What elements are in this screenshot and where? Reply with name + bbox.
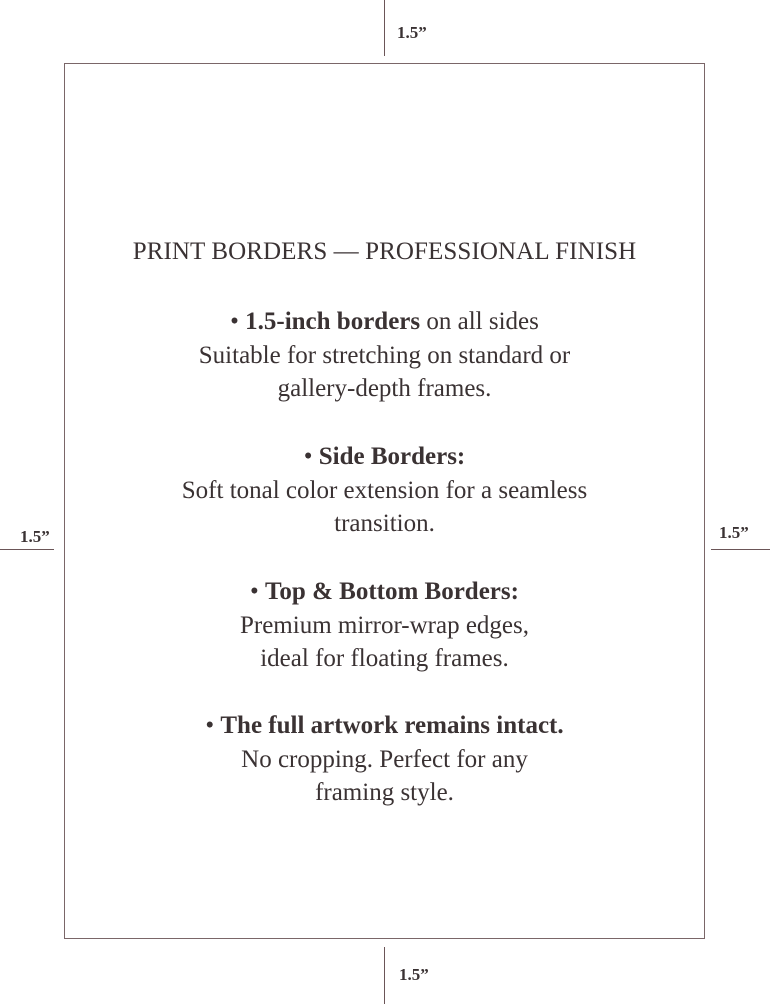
- page-title: PRINT BORDERS — PROFESSIONAL FINISH: [132, 238, 637, 265]
- top-measurement-label: 1.5”: [397, 23, 427, 42]
- print-frame: [64, 63, 705, 939]
- section-line: gallery-depth frames.: [277, 375, 492, 402]
- left-measurement-label: 1.5”: [20, 527, 50, 546]
- section-line: Soft tonal color extension for a seamless: [181, 476, 588, 504]
- section-side-borders: [65, 440, 704, 541]
- section-heading: • The full artwork remains intact.: [205, 712, 564, 739]
- section-line: transition.: [334, 510, 435, 537]
- section-line: Suitable for stretching on standard or: [198, 341, 571, 369]
- section-line: framing style.: [315, 779, 454, 806]
- bottom-dimension-line: [384, 947, 385, 1004]
- section-heading-bold: 1.5-inch borders: [245, 308, 421, 335]
- section-artwork-intact: [65, 709, 704, 810]
- section-heading: • Top & Bottom Borders:: [250, 578, 519, 605]
- right-dimension-line: [711, 549, 770, 550]
- section-top-bottom-borders: [65, 575, 704, 676]
- section-heading: • 1.5-inch borders on all sides: [230, 308, 539, 335]
- section-line: ideal for floating frames.: [260, 645, 509, 672]
- section-heading-bold: The full artwork remains intact.: [220, 712, 564, 739]
- section-heading: • Side Borders:: [303, 443, 466, 470]
- section-line: Premium mirror-wrap edges,: [239, 611, 529, 639]
- bottom-measurement-label: 1.5”: [399, 965, 429, 984]
- left-dimension-line: [0, 549, 54, 550]
- section-line: No cropping. Perfect for any: [241, 745, 528, 773]
- section-heading-bold: Side Borders:: [318, 443, 466, 470]
- right-measurement-label: 1.5”: [719, 523, 749, 542]
- section-heading-bold: Top & Bottom Borders:: [265, 578, 519, 605]
- section-borders: [65, 305, 704, 406]
- top-dimension-line: [384, 0, 385, 56]
